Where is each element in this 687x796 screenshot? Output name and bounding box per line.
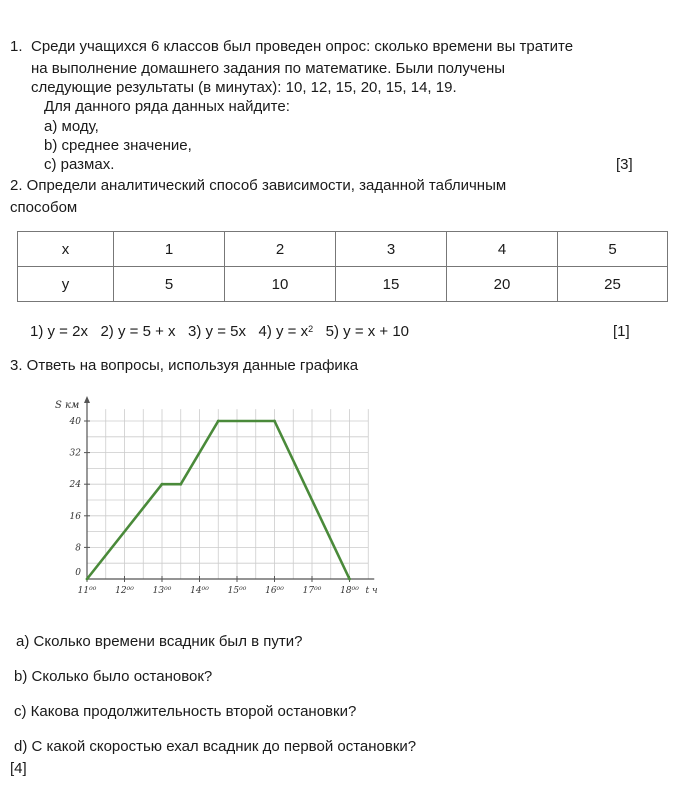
data-point (179, 483, 182, 486)
q1-item-a: а) моду, (44, 118, 99, 135)
table-cell: 2 (225, 232, 336, 267)
table-cell: x (18, 232, 114, 267)
q2-line2: способом (10, 199, 78, 216)
option-5: 5) y = x + 10 (325, 323, 410, 340)
x-tick-label: 12⁰⁰ (115, 586, 134, 596)
table-cell: 10 (225, 267, 336, 302)
q1-line2: на выполнение домашнего задания по математике. Были получены (31, 60, 506, 77)
table-cell: 5 (558, 232, 668, 267)
data-point (86, 578, 89, 581)
q2-options (30, 323, 409, 341)
q3-question-d: d) С какой скоростью ехал всадник до первой остановки? (14, 738, 417, 755)
y-tick-label: 16 (69, 511, 81, 522)
q1-line3: следующие результаты (в минутах): 10, 12, 15, 20, 15, 14, 19. (31, 79, 457, 96)
q1-line1: Среди учащихся 6 классов был проведен опрос: сколько времени вы тратите (31, 38, 574, 55)
x-axis-label: t ч (365, 586, 378, 596)
y-tick-label: 8 (75, 543, 81, 554)
table-cell: 4 (447, 232, 558, 267)
distance-time-chart (45, 392, 378, 607)
y-axis-arrow (84, 396, 90, 403)
x-tick-label: 18⁰⁰ (340, 586, 359, 596)
x-tick-label: 17⁰⁰ (302, 586, 322, 596)
data-point (217, 420, 220, 423)
table-cell: 1 (114, 232, 225, 267)
option-3: 3) y = 5x (188, 323, 246, 340)
x-tick-label: 15⁰⁰ (227, 586, 247, 596)
x-tick-label: 13⁰⁰ (152, 586, 172, 596)
q2-table (17, 231, 668, 302)
y-tick-label: 24 (69, 480, 81, 491)
data-point (161, 483, 164, 486)
q3-question-a: а) Сколько времени всадник был в пути? (16, 633, 303, 650)
data-point (348, 578, 351, 581)
y-tick-label: 40 (69, 417, 81, 427)
x-tick-label: 14⁰⁰ (190, 586, 209, 596)
q3-title: 3. Ответь на вопросы, используя данные графика (10, 357, 359, 374)
q3-score: [4] (10, 760, 27, 777)
q1-item-b: b) среднее значение, (44, 137, 192, 154)
option-4: 4) $y = x^2$ (258, 323, 314, 340)
data-point (273, 420, 276, 423)
y-axis-label: S км (55, 400, 80, 411)
q3-question-b: b) Сколько было остановок? (14, 668, 213, 685)
table-cell: 3 (336, 232, 447, 267)
option-2: 2) y = 5 + x (100, 323, 176, 340)
table-cell: 5 (114, 267, 225, 302)
table-cell: 25 (558, 267, 668, 302)
table-row-x (18, 232, 668, 267)
option-1: 1) y = 2x (30, 323, 88, 340)
q1-score: [3] (616, 156, 633, 173)
q2-line1: 2. Определи аналитический способ зависимости, заданной табличным (10, 177, 507, 194)
table-cell: y (18, 267, 114, 302)
q2-score: [1] (613, 323, 630, 340)
table-cell: 20 (447, 267, 558, 302)
table-row-y (18, 267, 668, 302)
q1-number: 1. (10, 38, 23, 55)
q1-item-c: с) размах. (44, 156, 115, 173)
y-tick-label: 32 (69, 448, 81, 459)
q1-task: Для данного ряда данных найдите: (44, 98, 290, 115)
x-tick-label: 11⁰⁰ (77, 586, 97, 596)
table-cell: 15 (336, 267, 447, 302)
q3-question-c: с) Какова продолжительность второй остановки? (14, 703, 357, 720)
x-tick-label: 16⁰⁰ (265, 586, 284, 596)
y-tick-label: 0 (75, 568, 81, 578)
